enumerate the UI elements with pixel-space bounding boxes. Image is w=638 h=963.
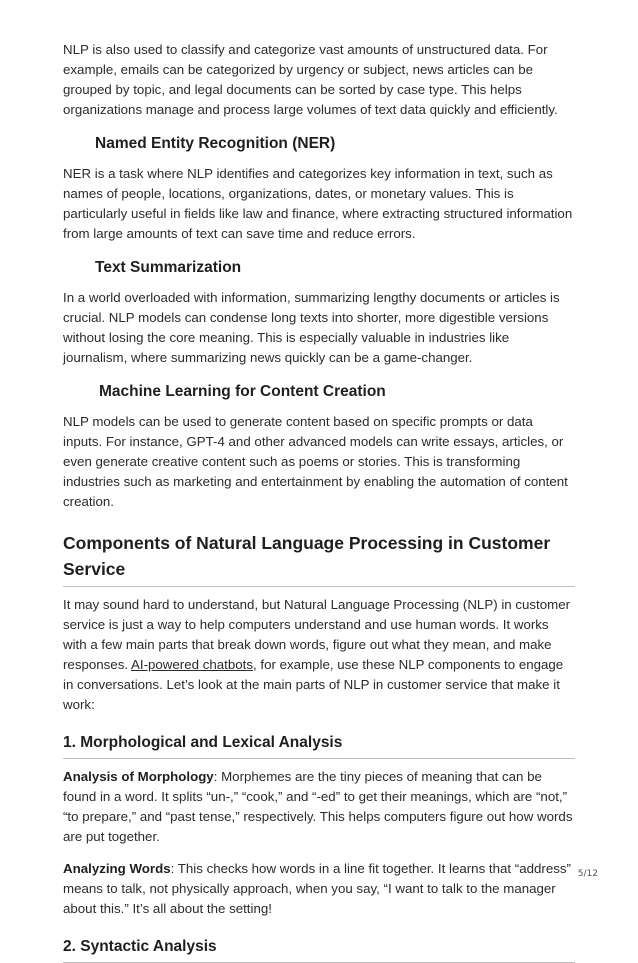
morphological-heading: 1. Morphological and Lexical Analysis bbox=[63, 731, 575, 759]
summarization-paragraph: In a world overloaded with information, summarizing lengthy documents or articles is crucial. NLP models can condense long texts into shorter, more digestible versions without losing the core meaning. This is especially valuable in industries like journalism, where summarizing news quickly can be a game-changer. bbox=[63, 290, 560, 365]
intro-paragraph: NLP is also used to classify and categorize vast amounts of unstructured data. For example, emails can be categorized by urgency or subject, news articles can be grouped by topic, and legal documents can be sorted by case type. This helps organizations manage and process large volumes of text data quickly and efficiently. bbox=[63, 42, 558, 117]
document-page bbox=[63, 40, 575, 963]
words-paragraph: Analyzing Words: This checks how words in a line fit together. It learns that “address” means to talk, not physically approach, when you say, “I want to talk to the manager about this.” It’s all about the setting! bbox=[63, 861, 571, 916]
words-label: Analyzing Words bbox=[63, 861, 171, 876]
morphology-paragraph: Analysis of Morphology: Morphemes are the tiny pieces of meaning that can be found in a word. It splits “un-,” “cook,” and “-ed” to get their meanings, which are “not,” “to prepare,” and “past tense,” respectively. This helps computers figure out how words are put together. bbox=[63, 769, 573, 844]
content-creation-heading: Machine Learning for Content Creation bbox=[99, 383, 386, 400]
ner-paragraph: NER is a task where NLP identifies and categorizes key information in text, such as names of people, locations, organizations, dates, or monetary values. This is particularly useful in fields like law and finance, where extracting structured information from large amounts of text can save time and reduce errors. bbox=[63, 166, 573, 241]
ner-heading: Named Entity Recognition (NER) bbox=[95, 135, 336, 152]
components-paragraph: It may sound hard to understand, but Natural Language Processing (NLP) in customer service is just a way to help computers understand and use human words. It works with a few main parts that break down words, figure out what they mean, and make responses. AI-powered chatbots, for example, use these NLP components to engage in conversations. Let’s look at the main parts of NLP in customer service that make it work: bbox=[63, 597, 571, 712]
morphology-label: Analysis of Morphology bbox=[63, 769, 214, 784]
page-number: 5/12 bbox=[577, 869, 598, 879]
content-creation-paragraph: NLP models can be used to generate content based on specific prompts or data inputs. For instance, GPT-4 and other advanced models can write essays, articles, or even generate creative content such as poems or stories. This is transforming industries such as marketing and entertainment by enabling the automation of content creation. bbox=[63, 414, 568, 509]
ai-chatbots-link[interactable]: AI-powered chatbots bbox=[131, 657, 253, 672]
components-heading: Components of Natural Language Processing in Customer Service bbox=[63, 530, 575, 587]
summarization-heading: Text Summarization bbox=[95, 259, 242, 276]
syntactic-heading: 2. Syntactic Analysis bbox=[63, 935, 575, 963]
